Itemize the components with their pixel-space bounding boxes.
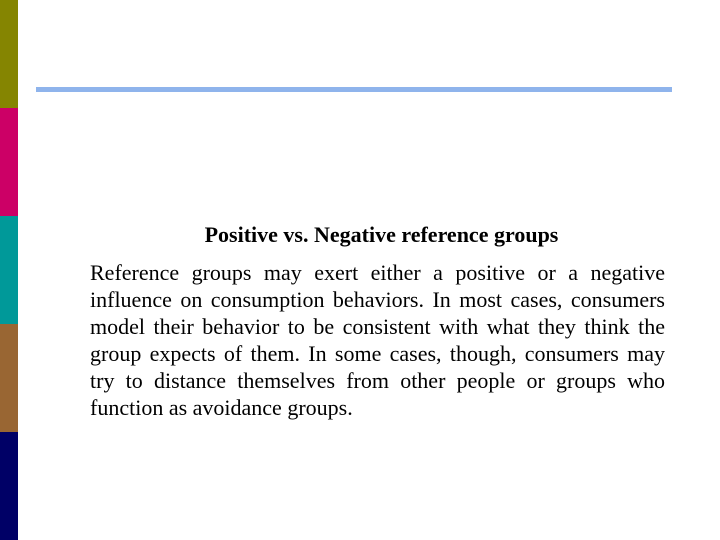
color-bar-segment-olive (0, 0, 18, 108)
title-divider-line (36, 87, 672, 92)
color-bar-segment-navy (0, 432, 18, 540)
color-bar-segment-magenta (0, 108, 18, 216)
slide-heading: Positive vs. Negative reference groups (204, 222, 559, 247)
color-bar-segment-brown (0, 324, 18, 432)
left-color-bar (0, 0, 18, 540)
color-bar-segment-teal (0, 216, 18, 324)
slide-body-text: Reference groups may exert either a positive or a negative influence on consumption behaviors. In most cases, consumers model their behavior to be consistent with what they think the group expects of them. In some cases, though, consumers may try to distance themselves from other people or groups who function as avoidance groups. (90, 260, 665, 420)
